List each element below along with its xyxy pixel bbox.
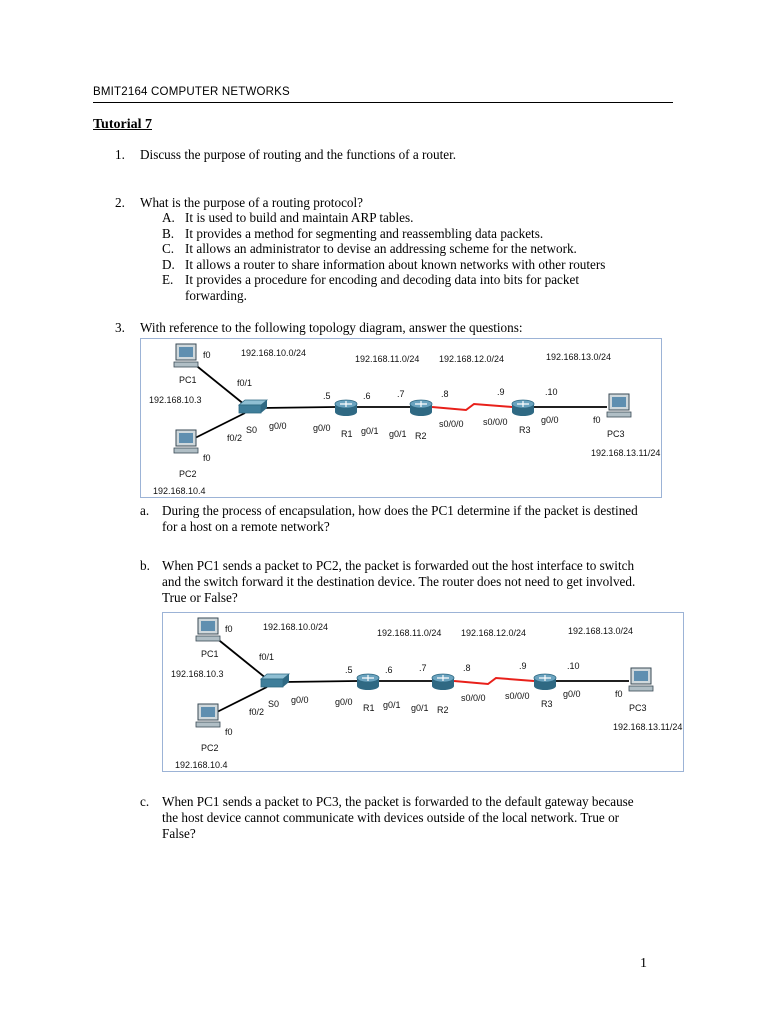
q2-option-c: It allows an administrator to devise an addressing scheme for the network.	[185, 241, 577, 256]
link-r2-r3-serial	[432, 404, 512, 410]
net-12-label: 192.168.12.0/24	[461, 628, 527, 638]
r1-addr-b-label: .6	[385, 665, 393, 675]
net-13-label: 192.168.13.0/24	[568, 626, 634, 636]
router-r2-icon	[410, 400, 432, 416]
r1-addr-a-label: .5	[345, 665, 353, 675]
q3a-line1: During the process of encapsulation, how does the PC1 determine if the packet is destined	[162, 503, 638, 518]
switch-name-label: S0	[268, 699, 280, 709]
q2-option-b: It provides a method for segmenting and reassembling data packets.	[185, 226, 544, 241]
q3c-line2: the host device cannot communicate with devices outside of the local network. True or	[162, 810, 620, 825]
pc2-name-label: PC2	[179, 469, 197, 479]
r3-addr-b-label: .10	[567, 661, 580, 671]
pc1-ip-label: 192.168.10.3	[149, 395, 202, 405]
page-number: 1	[640, 956, 647, 971]
q2-option-a-letter: A.	[162, 210, 175, 225]
q2-option-c-letter: C.	[162, 241, 175, 256]
router-r3-icon	[512, 400, 534, 416]
r3-addr-a-label: .9	[519, 661, 527, 671]
header-rule	[93, 102, 673, 103]
q3-text: With reference to the following topology diagram, answer the questions:	[140, 320, 523, 335]
pc1-port-label: f0	[203, 350, 211, 360]
q1-number: 1.	[115, 147, 125, 162]
r1-out-port-label: g0/1	[383, 700, 401, 710]
q3a-letter: a.	[140, 503, 150, 518]
r1-addr-b-label: .6	[363, 391, 371, 401]
q2-option-b-letter: B.	[162, 226, 175, 241]
pc1-icon	[196, 618, 220, 641]
q2-option-e-letter: E.	[162, 272, 174, 287]
switch-g00-label: g0/0	[291, 695, 309, 705]
r2-out-port-label: s0/0/0	[461, 693, 486, 703]
r3-out-port-label: g0/0	[563, 689, 581, 699]
q3b-letter: b.	[140, 558, 150, 573]
link-switch-r1	[283, 681, 357, 682]
pc1-name-label: PC1	[201, 649, 219, 659]
pc3-port-label: f0	[593, 415, 601, 425]
q2-option-d: It allows a router to share information about known networks with other routers	[185, 257, 606, 272]
router-r1-icon	[335, 400, 357, 416]
switch-g00-label: g0/0	[269, 421, 287, 431]
r3-name-label: R3	[519, 425, 531, 435]
r3-addr-b-label: .10	[545, 387, 558, 397]
router-r1-icon	[357, 674, 379, 690]
switch-port2-label: f0/2	[249, 707, 265, 717]
q3c-letter: c.	[140, 794, 150, 809]
pc3-ip-label: 192.168.13.11/24	[613, 722, 683, 732]
r1-name-label: R1	[341, 429, 353, 439]
switch-port1-label: f0/1	[237, 378, 253, 388]
switch-icon	[261, 674, 289, 687]
net-11-label: 192.168.11.0/24	[377, 628, 442, 638]
net-10-label: 192.168.10.0/24	[263, 622, 329, 632]
r2-addr-a-label: .7	[397, 389, 405, 399]
q3c-line3: False?	[162, 826, 196, 841]
r2-in-port-label: g0/1	[389, 429, 407, 439]
pc1-icon	[174, 344, 198, 367]
switch-port1-label: f0/1	[259, 652, 275, 662]
pc2-ip-label: 192.168.10.4	[175, 760, 228, 770]
r3-name-label: R3	[541, 699, 553, 709]
net-10-label: 192.168.10.0/24	[241, 348, 307, 358]
pc2-name-label: PC2	[201, 743, 219, 753]
switch-port2-label: f0/2	[227, 433, 243, 443]
router-r3-icon	[534, 674, 556, 690]
pc3-icon	[607, 394, 631, 417]
q3-number: 3.	[115, 320, 125, 335]
switch-name-label: S0	[246, 425, 258, 435]
topology-diagram-1	[140, 338, 662, 498]
pc3-name-label: PC3	[607, 429, 625, 439]
r3-in-port-label: s0/0/0	[483, 417, 508, 427]
pc3-ip-label: 192.168.13.11/24	[591, 448, 661, 458]
r1-in-port-label: g0/0	[335, 697, 353, 707]
pc1-name-label: PC1	[179, 375, 197, 385]
tutorial-title: Tutorial 7	[93, 117, 152, 132]
r3-addr-a-label: .9	[497, 387, 505, 397]
pc1-ip-label: 192.168.10.3	[171, 669, 224, 679]
net-11-label: 192.168.11.0/24	[355, 354, 420, 364]
pc3-name-label: PC3	[629, 703, 647, 713]
q2-text: What is the purpose of a routing protocol?	[140, 195, 364, 210]
switch-icon	[239, 400, 267, 413]
r1-out-port-label: g0/1	[361, 426, 379, 436]
router-r2-icon	[432, 674, 454, 690]
topology-diagram-2	[162, 612, 684, 772]
net-13-label: 192.168.13.0/24	[546, 352, 612, 362]
course-header: BMIT2164 COMPUTER NETWORKS	[93, 86, 290, 98]
r3-in-port-label: s0/0/0	[505, 691, 530, 701]
q2-number: 2.	[115, 195, 125, 210]
link-switch-r1	[261, 407, 335, 408]
r2-addr-a-label: .7	[419, 663, 427, 673]
r2-name-label: R2	[437, 705, 449, 715]
q2-option-a: It is used to build and maintain ARP tables.	[185, 210, 414, 225]
q2-option-e-cont: forwarding.	[185, 288, 247, 303]
pc2-ip-label: 192.168.10.4	[153, 486, 206, 496]
q3b-line2: and the switch forward it the destination device. The router does not need to get involved.	[162, 574, 636, 589]
q2-option-d-letter: D.	[162, 257, 175, 272]
q3b-line1: When PC1 sends a packet to PC2, the packet is forwarded out the host interface to switch	[162, 558, 635, 573]
link-r2-r3-serial	[454, 678, 534, 684]
r2-addr-b-label: .8	[441, 389, 449, 399]
r1-addr-a-label: .5	[323, 391, 331, 401]
r3-out-port-label: g0/0	[541, 415, 559, 425]
r2-out-port-label: s0/0/0	[439, 419, 464, 429]
pc2-icon	[196, 704, 220, 727]
net-12-label: 192.168.12.0/24	[439, 354, 505, 364]
pc3-icon	[629, 668, 653, 691]
pc2-icon	[174, 430, 198, 453]
q1-text: Discuss the purpose of routing and the functions of a router.	[140, 147, 457, 162]
r2-in-port-label: g0/1	[411, 703, 429, 713]
q2-option-e: It provides a procedure for encoding and decoding data into bits for packet	[185, 272, 580, 287]
q3a-line2: for a host on a remote network?	[162, 519, 330, 534]
r1-name-label: R1	[363, 703, 375, 713]
pc2-port-label: f0	[203, 453, 211, 463]
pc2-port-label: f0	[225, 727, 233, 737]
pc1-port-label: f0	[225, 624, 233, 634]
pc3-port-label: f0	[615, 689, 623, 699]
r1-in-port-label: g0/0	[313, 423, 331, 433]
q3b-line3: True or False?	[162, 590, 238, 605]
q3c-line1: When PC1 sends a packet to PC3, the packet is forwarded to the default gateway because	[162, 794, 634, 809]
r2-addr-b-label: .8	[463, 663, 471, 673]
r2-name-label: R2	[415, 431, 427, 441]
